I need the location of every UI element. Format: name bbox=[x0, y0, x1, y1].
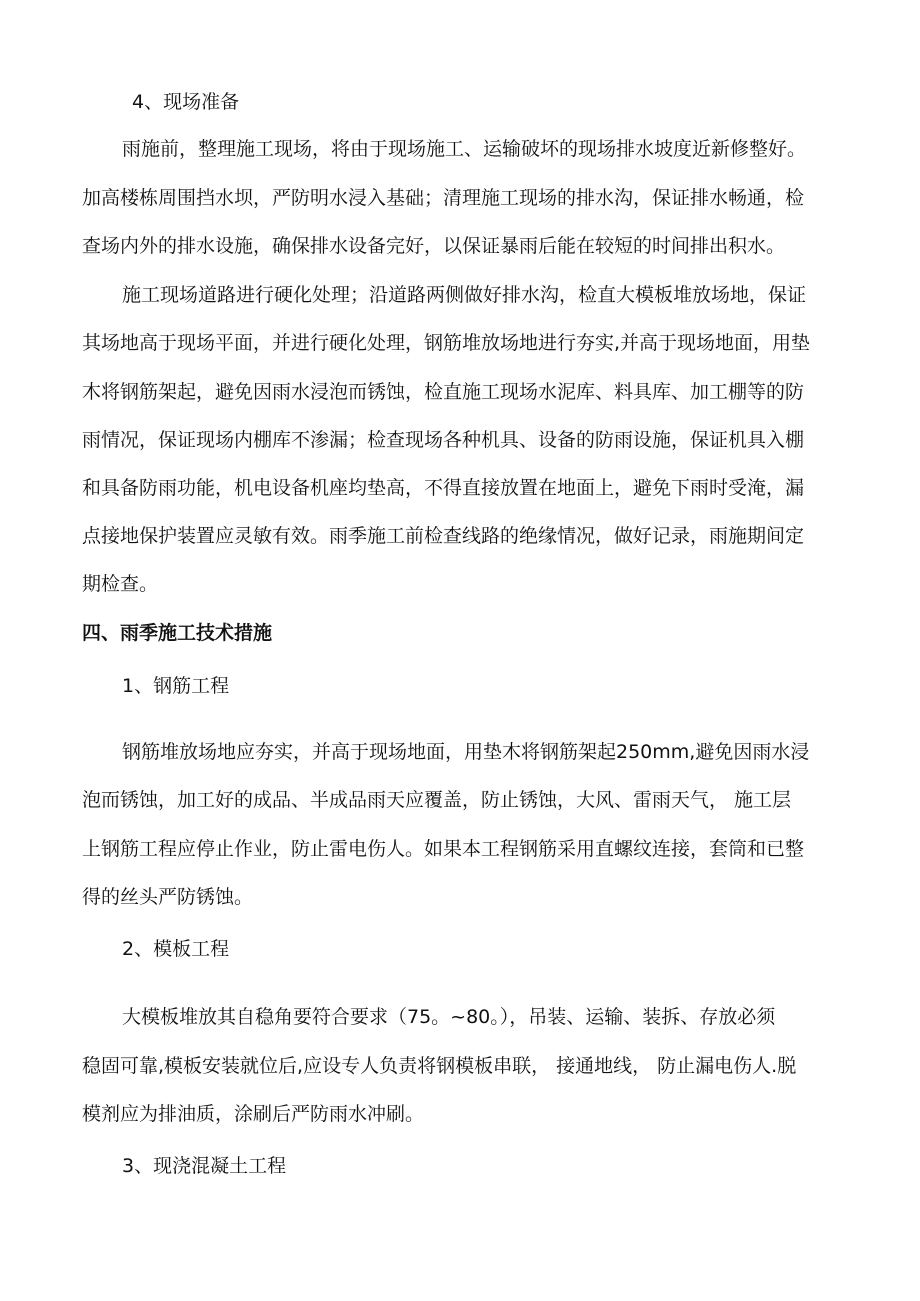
subheading-rebar-works: 1、钢筋工程 bbox=[122, 675, 230, 697]
paragraph-line: 得的丝头严防锈蚀。 bbox=[82, 886, 254, 908]
subheading-cast-in-place-concrete: 3、现浇混凝土工程 bbox=[122, 1155, 287, 1177]
paragraph-line: 稳固可靠,模板安装就位后,应设专人负责将钢模板串联， 接通地线， 防止漏电伤人.脱 bbox=[82, 1055, 797, 1077]
paragraph-line: 施工现场道路进行硬化处理；沿道路两侧做好排水沟，检直大模板堆放场地，保证 bbox=[122, 284, 807, 306]
paragraph-line: 大模板堆放其自稳角要符合要求（75。~80。），吊装、运输、装拆、存放必须 bbox=[122, 1006, 776, 1028]
section-heading-rainy-season-measures: 四、雨季施工技术措施 bbox=[82, 622, 273, 644]
paragraph-line: 加高楼栋周围挡水坝，严防明水浸入基础；清理施工现场的排水沟，保证排水畅通，检 bbox=[82, 187, 805, 209]
paragraph-line: 和具备防雨功能，机电设备机座均垫高，不得直接放置在地面上，避免下雨时受淹，漏 bbox=[82, 477, 805, 499]
paragraph-line: 查场内外的排水设施，确保排水设备完好，以保证暴雨后能在较短的时间排出积水。 bbox=[82, 235, 786, 257]
paragraph-line: 其场地高于现场平面，并进行硬化处理，钢筋堆放场地进行夯实,并高于现场地面，用垫 bbox=[82, 332, 811, 354]
paragraph-line: 钢筋堆放场地应夯实，并高于现场地面，用垫木将钢筋架起250mm,避免因雨水浸 bbox=[122, 741, 810, 763]
subheading-formwork: 2、模板工程 bbox=[122, 938, 230, 960]
paragraph-line: 木将钢筋架起，避免因雨水浸泡而锈蚀，检直施工现场水泥库、料具库、加工棚等的防 bbox=[82, 381, 805, 403]
paragraph-line: 泡而锈蚀，加工好的成品、半成品雨天应覆盖，防止锈蚀，大风、雷雨天气， 施工层 bbox=[82, 789, 792, 811]
paragraph-line: 雨情况，保证现场内棚库不渗漏；检查现场各种机具、设备的防雨设施，保证机具入棚 bbox=[82, 429, 805, 451]
paragraph-line: 雨施前，整理施工现场，将由于现场施工、运输破坏的现场排水坡度近新修整好。 bbox=[122, 138, 807, 160]
paragraph-line: 模剂应为排油质，涂刷后严防雨水冲刷。 bbox=[82, 1103, 425, 1125]
subheading-site-preparation: 4、现场准备 bbox=[132, 91, 240, 113]
paragraph-line: 期检查。 bbox=[82, 573, 159, 595]
paragraph-line: 点接地保护装置应灵敏有效。雨季施工前检查线路的绝缘情况，做好记录，雨施期间定 bbox=[82, 525, 805, 547]
paragraph-line: 上钢筋工程应停止作业，防止雷电伤人。如果本工程钢筋采用直螺纹连接，套筒和已整 bbox=[82, 838, 805, 860]
